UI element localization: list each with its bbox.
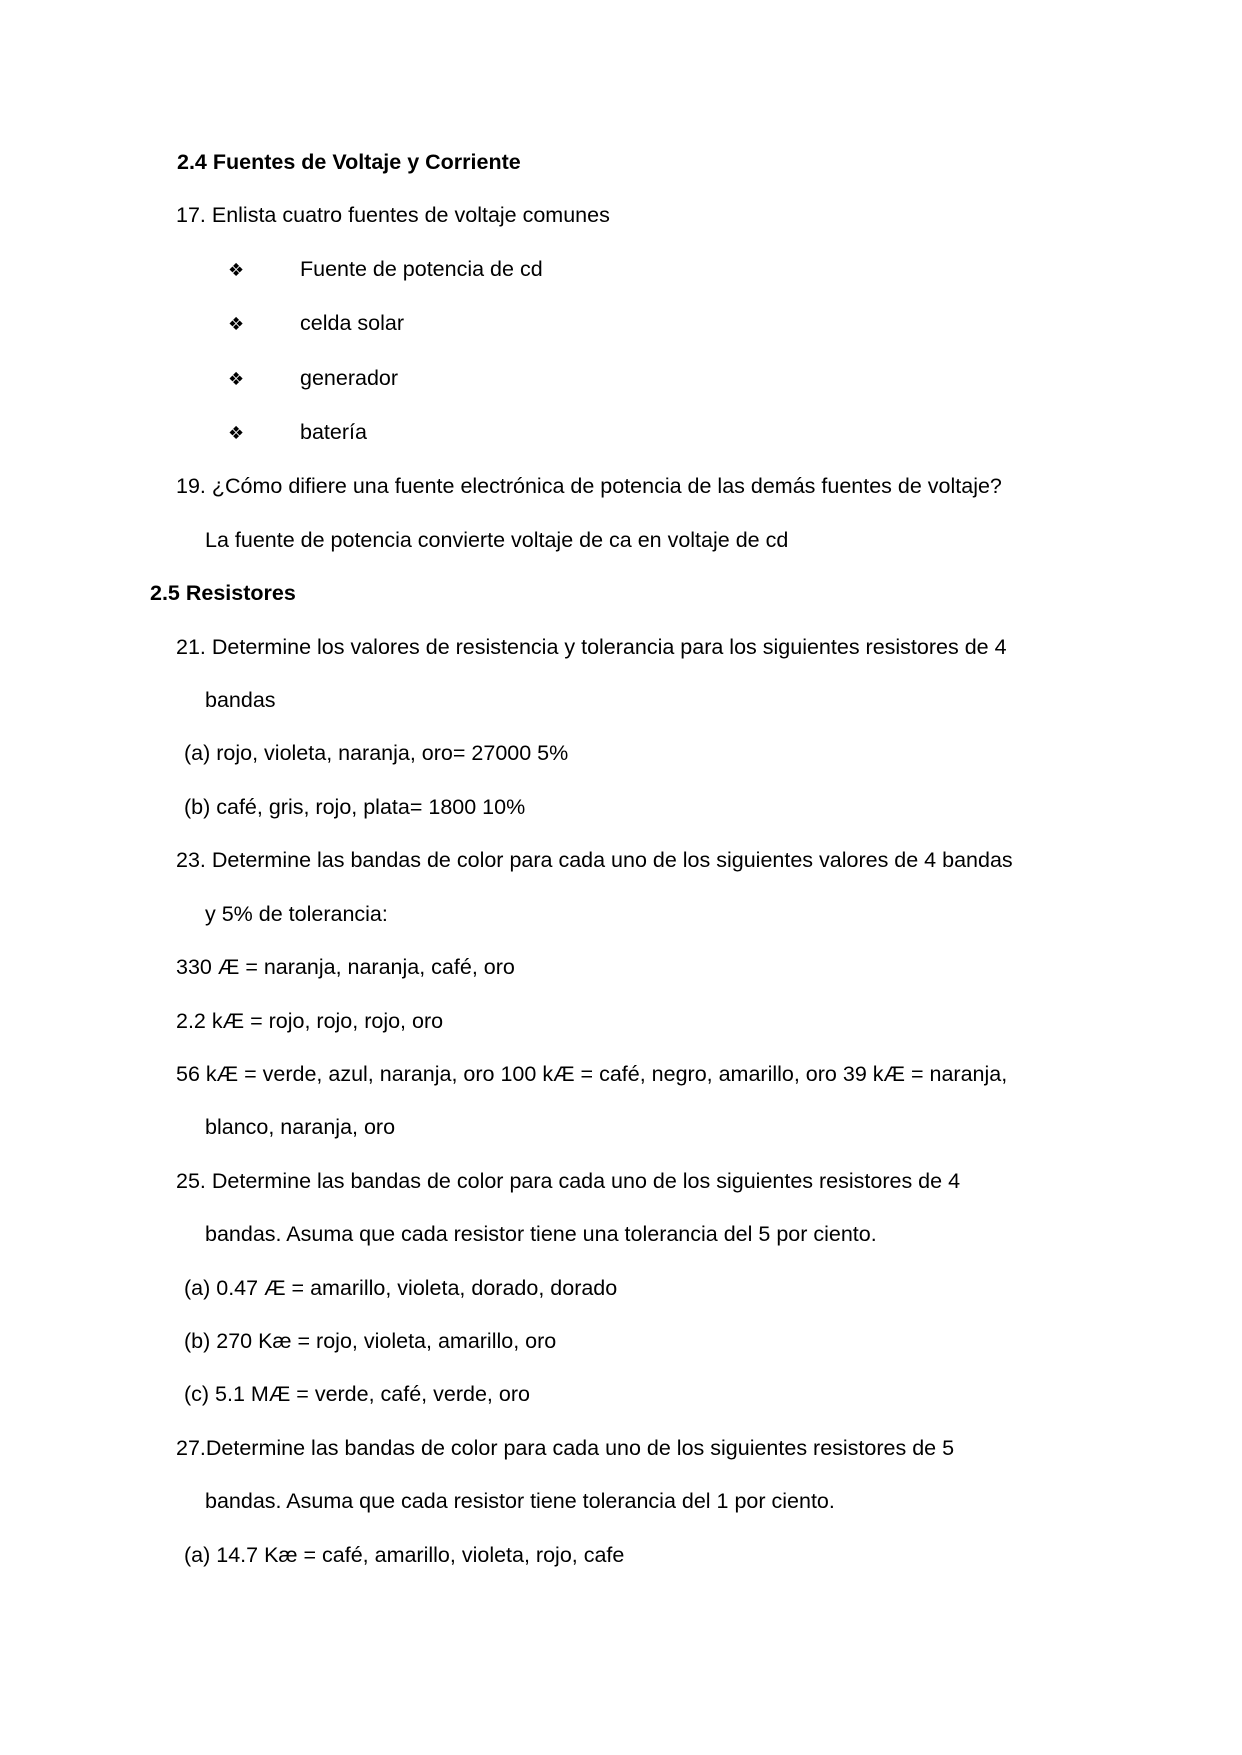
- question-21-line-2: bandas: [205, 688, 276, 713]
- bullet-list-item: [0, 243, 1242, 297]
- question-27-line-2: bandas. Asuma que cada resistor tiene tolerancia del 1 por ciento.: [205, 1489, 835, 1514]
- question-21-line-1: 21. Determine los valores de resistencia y tolerancia para los siguientes resistores de 4: [176, 634, 1007, 659]
- bullet-list-item: [0, 406, 1242, 460]
- bullet-list-item: [0, 297, 1242, 351]
- answer-23-value-2-2k: 2.2 kÆ = rojo, rojo, rojo, oro: [176, 1008, 444, 1033]
- question-17: 17. Enlista cuatro fuentes de voltaje comunes: [176, 203, 610, 228]
- diamond-bullet-icon: ❖: [228, 314, 245, 335]
- question-25-line-1: 25. Determine las bandas de color para cada uno de los siguientes resistores de 4: [176, 1168, 961, 1193]
- bullet-list-item: [0, 352, 1242, 406]
- answer-23-value-330: 330 Æ = naranja, naranja, café, oro: [176, 955, 515, 980]
- question-19: 19. ¿Cómo difiere una fuente electrónica de potencia de las demás fuentes de voltaje?: [176, 474, 1002, 499]
- answer-23-value-56k-line-2: blanco, naranja, oro: [205, 1115, 396, 1140]
- question-27-line-1: 27.Determine las bandas de color para cada uno de los siguientes resistores de 5: [176, 1435, 955, 1460]
- answer-23-value-56k-line-1: 56 kÆ = verde, azul, naranja, oro 100 kÆ = café, negro, amarillo, oro 39 kÆ = naranja,: [176, 1061, 1008, 1086]
- answer-19: La fuente de potencia convierte voltaje de ca en voltaje de cd: [205, 527, 789, 552]
- bullet-item-text: Fuente de potencia de cd: [300, 256, 543, 281]
- answer-25-c: (c) 5.1 MÆ = verde, café, verde, oro: [184, 1382, 530, 1407]
- question-23-line-1: 23. Determine las bandas de color para cada uno de los siguientes valores de 4 bandas: [176, 848, 1013, 873]
- bullet-item-text: batería: [300, 420, 367, 445]
- answer-25-b: (b) 270 Kæ = rojo, violeta, amarillo, oro: [184, 1328, 557, 1353]
- question-23-line-2: y 5% de tolerancia:: [205, 901, 388, 926]
- answer-21-a: (a) rojo, violeta, naranja, oro= 27000 5%: [184, 741, 569, 766]
- answer-21-b: (b) café, gris, rojo, plata= 1800 10%: [184, 794, 526, 819]
- question-25-line-2: bandas. Asuma que cada resistor tiene una tolerancia del 5 por ciento.: [205, 1222, 877, 1247]
- bullet-item-text: celda solar: [300, 311, 404, 336]
- answer-25-a: (a) 0.47 Æ = amarillo, violeta, dorado, dorado: [184, 1275, 618, 1300]
- diamond-bullet-icon: ❖: [228, 259, 245, 280]
- diamond-bullet-icon: ❖: [228, 423, 245, 444]
- bullet-item-text: generador: [300, 365, 399, 390]
- section-heading-2-4: 2.4 Fuentes de Voltaje y Corriente: [177, 150, 521, 174]
- section-heading-2-5: 2.5 Resistores: [150, 581, 296, 606]
- answer-27-a: (a) 14.7 Kæ = café, amarillo, violeta, rojo, cafe: [184, 1542, 625, 1567]
- diamond-bullet-icon: ❖: [228, 368, 245, 389]
